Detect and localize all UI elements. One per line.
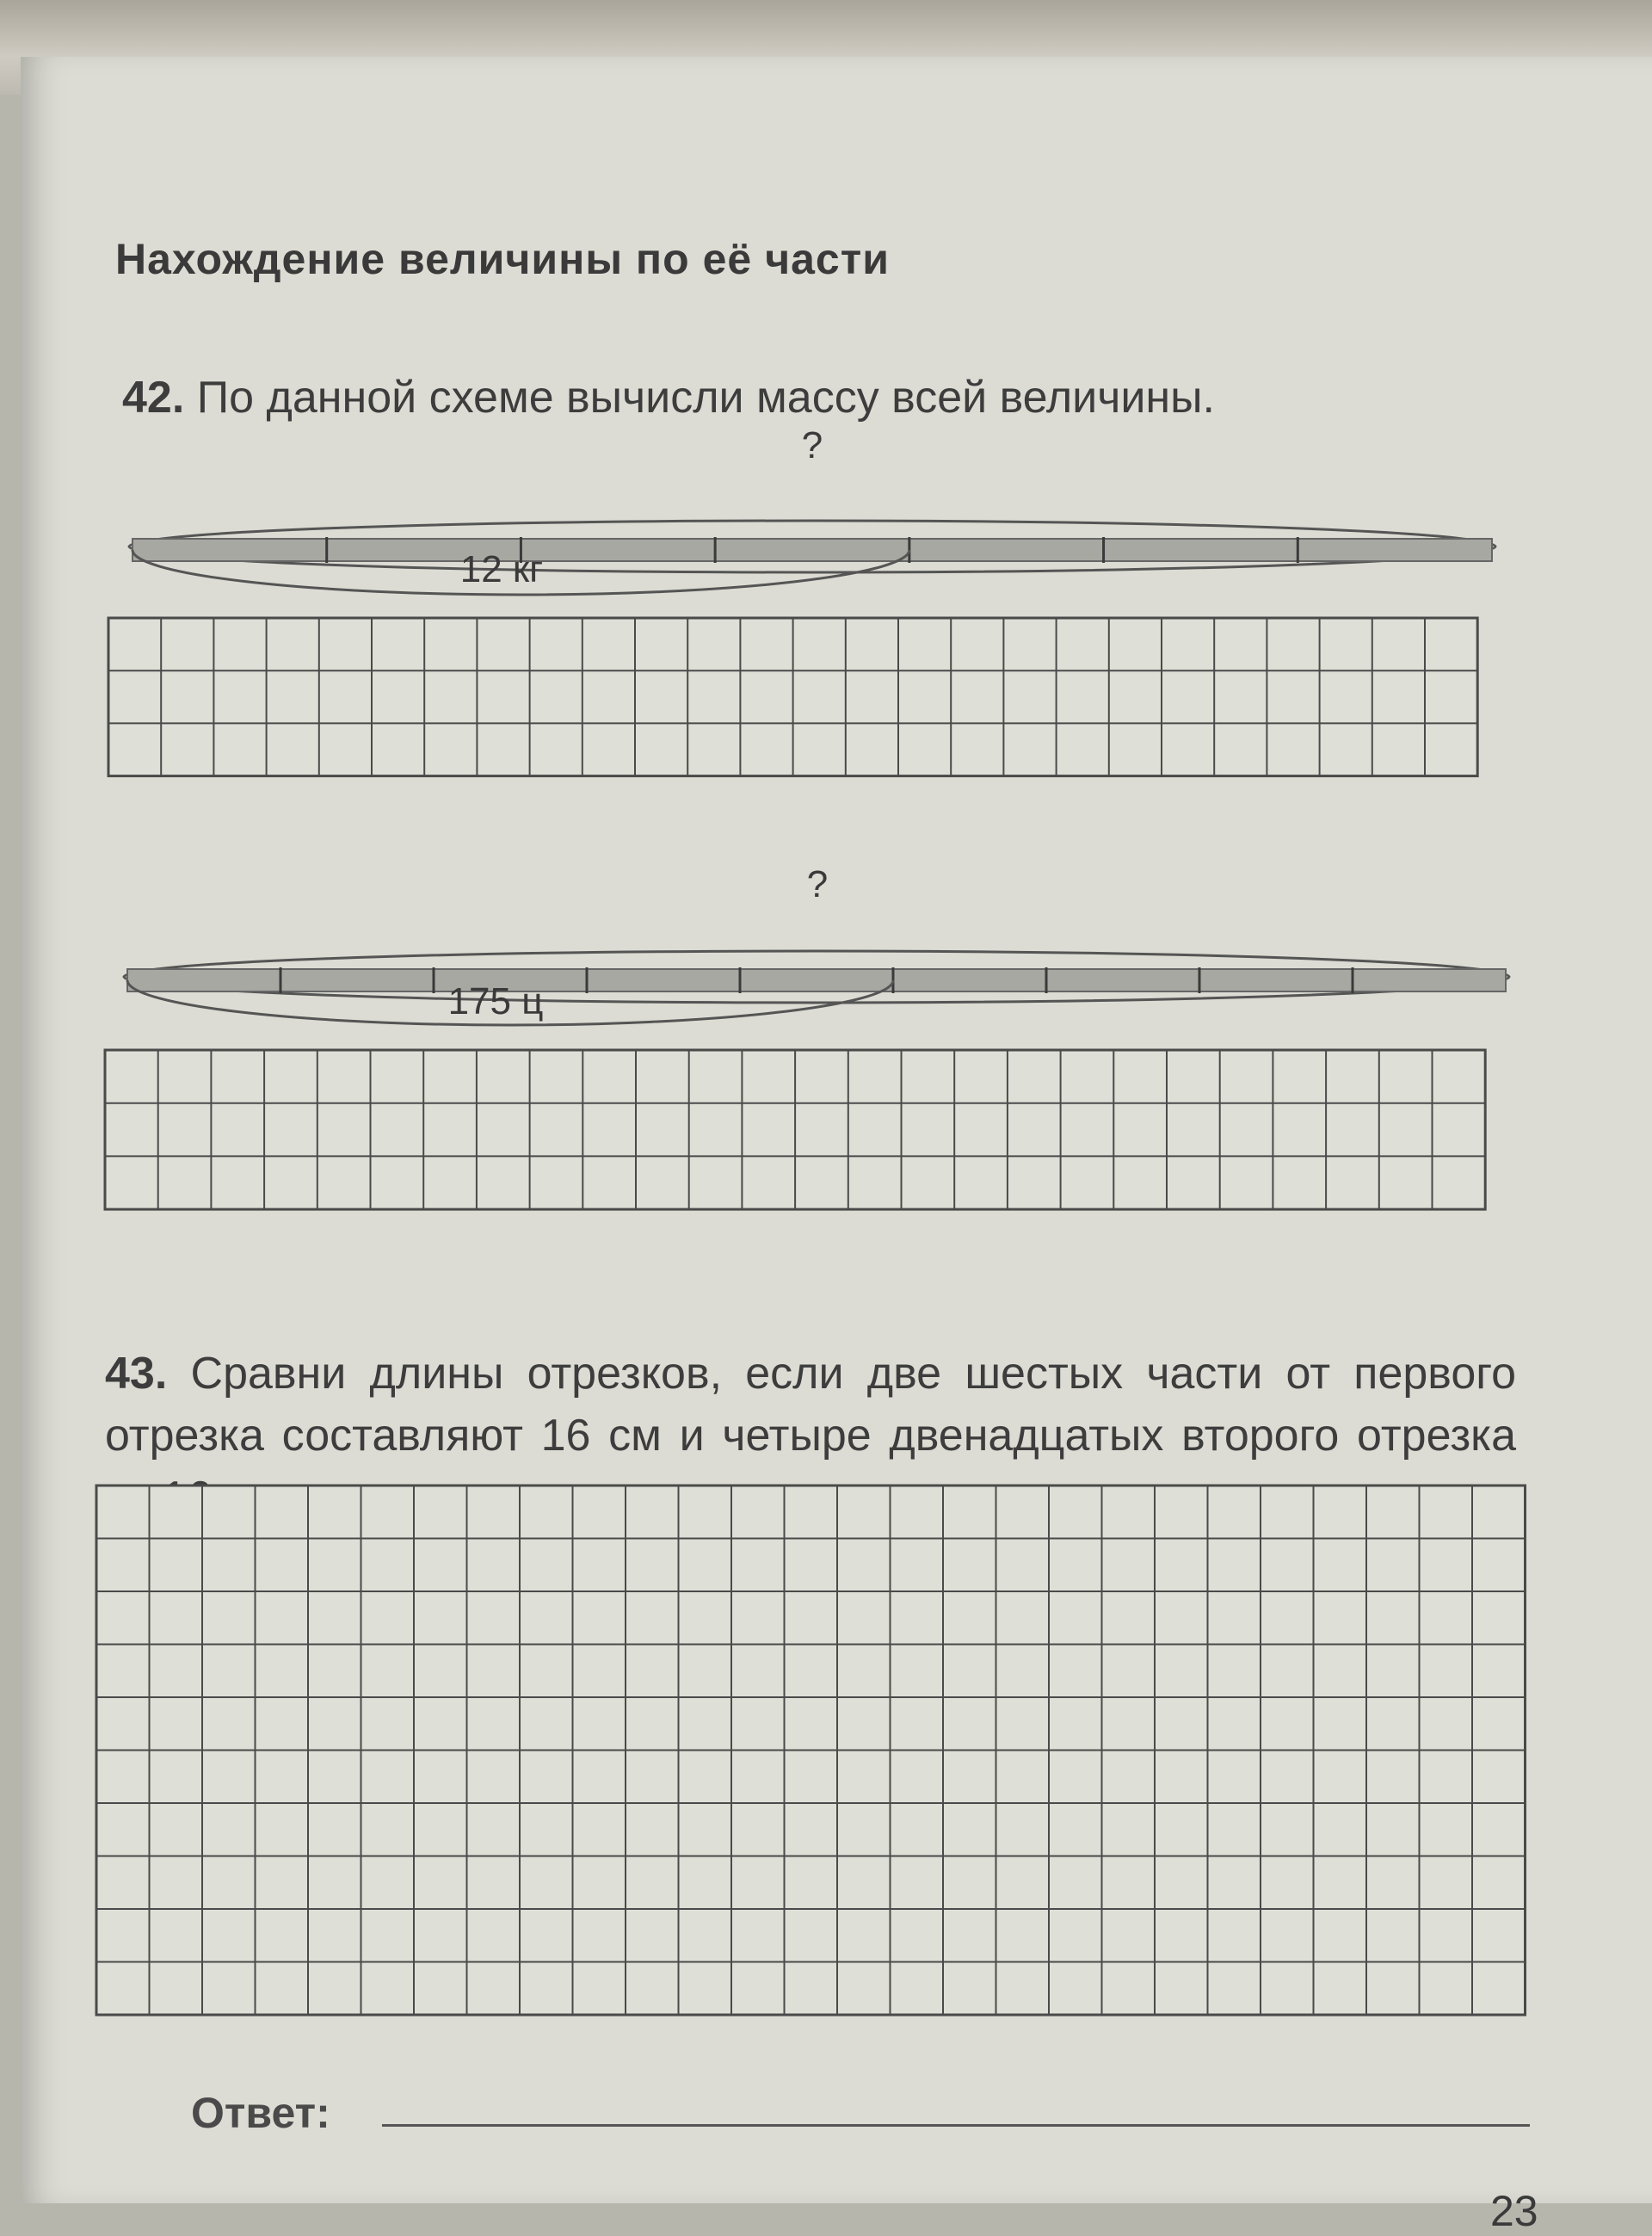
bar-body: [133, 539, 1492, 561]
task-42-number: 42.: [122, 373, 185, 423]
answer-grid-1: [107, 616, 1483, 802]
task-42-text: По данной схеме вычисли массу всей величины.: [196, 373, 1215, 423]
section-title: Нахождение величины по её части: [115, 235, 890, 283]
segment-bar: [129, 521, 1495, 595]
bar-body: [127, 969, 1506, 991]
workbook-page: [21, 57, 1652, 2235]
answer-line[interactable]: [382, 2124, 1530, 2127]
task-43-text: Сравни длины отрезков, если две шестых части от первого отрезка составляют 16 см и четыре двенадцатых второго отрезка: [105, 1349, 1516, 1461]
total-question-mark: ?: [801, 424, 823, 466]
segment-diagram-1: [107, 418, 1501, 608]
segment-diagram-2: [103, 840, 1514, 1029]
part-label: 175 ц: [447, 980, 544, 1022]
page-number: 23: [1490, 2187, 1538, 2235]
answer-label: Ответ:: [191, 2089, 330, 2137]
answer-grid-3: [95, 1484, 1540, 2017]
total-question-mark: ?: [806, 863, 829, 905]
task-43-number: 43.: [105, 1349, 168, 1399]
part-label: 12 кг: [459, 548, 544, 590]
answer-grid-2: [103, 1048, 1489, 1234]
segment-bar: [124, 951, 1509, 1025]
